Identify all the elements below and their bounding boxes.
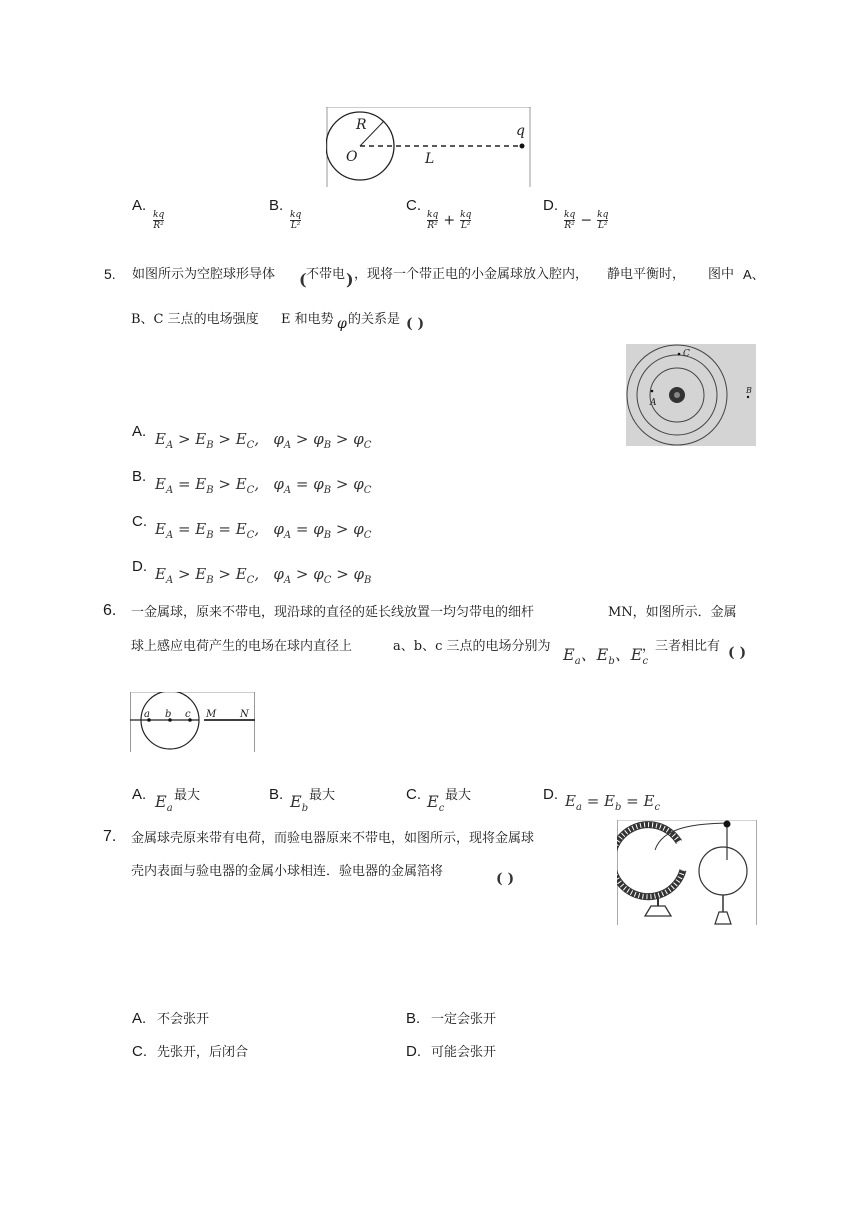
q6-option-b-symbol: $E_b$ — [290, 792, 309, 815]
q5-line2-a: B、C 三点的电场强度 — [131, 312, 259, 327]
q6-option-b-text: 最大 — [309, 788, 336, 803]
q4-option-d-letter[interactable]: D. — [543, 197, 558, 214]
q5-line1-b: 不带电 — [306, 267, 346, 282]
point-charge-dot — [520, 144, 525, 149]
q6-field-symbols: $E_a$、$E_b$、$E_c$ — [563, 645, 649, 668]
q5-line1-c: ，现将一个带正电的小金属球放入腔内， — [354, 267, 589, 282]
q6-option-c-symbol: $E_c$ — [427, 792, 445, 815]
q4-option-b-formula: $\frac{kq}{\text{L²}}$ — [290, 210, 302, 231]
q4-option-c-letter[interactable]: C. — [406, 197, 421, 214]
label-a: a — [144, 709, 150, 720]
q4-option-a-formula: $\frac{kq}{\text{R²}}$ — [153, 210, 165, 231]
q7-option-c-text: 先张开，后闭合 — [157, 1045, 249, 1060]
label-q: q — [516, 123, 525, 139]
q6-option-c-letter[interactable]: C. — [406, 786, 421, 803]
q5-paren-open: ( — [299, 270, 307, 289]
label-O: O — [346, 149, 358, 165]
label-A: A — [650, 398, 657, 408]
q5-option-a-formula: $E_A > E_B > E_C$, $\varphi_A > \varphi_B > \varphi_C$ — [155, 430, 372, 451]
q7-option-b-text: 一定会张开 — [431, 1012, 497, 1027]
q5-phi-symbol: φ — [337, 316, 347, 332]
q4-option-c-formula: $\frac{kq}{\text{R²}}$ + $\frac{kq}{\text{L²}}$ — [427, 210, 472, 231]
q7-option-b-letter[interactable]: B. — [406, 1010, 421, 1027]
q5-option-c-formula: $E_A = E_B = E_C$, $\varphi_A = \varphi_B > \varphi_C$ — [155, 520, 372, 541]
q6-figure — [130, 692, 255, 752]
electroscope-case — [699, 847, 747, 895]
q5-line2-c: 的关系是 — [348, 312, 401, 327]
point-A-dot — [651, 390, 654, 393]
q7-option-a-text: 不会张开 — [157, 1012, 210, 1027]
label-R: R — [356, 117, 367, 133]
label-c: c — [185, 709, 191, 720]
q7-option-a-letter[interactable]: A. — [132, 1010, 147, 1027]
electroscope-ball — [724, 821, 731, 828]
label-N: N — [240, 709, 249, 720]
q5-option-c-letter[interactable]: C. — [132, 513, 147, 530]
label-C: C — [683, 349, 690, 359]
label-L: L — [425, 151, 435, 167]
q5-line2-b: E 和电势 — [281, 312, 334, 327]
q6-answer-blank[interactable]: ( ) — [728, 645, 747, 661]
q6-option-a-symbol: $E_a$ — [155, 792, 173, 815]
q7-line2: 壳内表面与验电器的金属小球相连．验电器的金属箔将 — [131, 864, 444, 879]
q5-option-d-letter[interactable]: D. — [132, 558, 147, 575]
label-B: B — [746, 386, 752, 395]
q7-answer-blank[interactable]: ( ) — [496, 871, 515, 887]
q6-number: 6. — [103, 602, 117, 619]
q4-option-b-letter[interactable]: B. — [269, 197, 284, 214]
q5-line1-d: 静电平衡时， — [607, 267, 686, 282]
q7-option-c-letter[interactable]: C. — [132, 1043, 147, 1060]
q7-number: 7. — [103, 828, 117, 845]
q6-option-d-letter[interactable]: D. — [543, 786, 558, 803]
q4-option-d-formula: $\frac{kq}{\text{R²}}$ − $\frac{kq}{\text{L²}}$ — [564, 210, 609, 231]
q6-option-a-text: 最大 — [174, 788, 201, 803]
q7-option-d-text: 可能会张开 — [431, 1045, 497, 1060]
label-b: b — [165, 709, 172, 720]
q6-option-b-letter[interactable]: B. — [269, 786, 284, 803]
q5-number: 5. — [104, 266, 116, 282]
label-M: M — [206, 709, 217, 720]
q7-line1: 金属球壳原来带有电荷，而验电器原来不带电，如图所示，现将金属球 — [131, 831, 535, 846]
q5-line1-a: 如图所示为空腔球形导体 — [132, 267, 276, 282]
q7-option-d-letter[interactable]: D. — [406, 1043, 421, 1060]
q5-figure — [626, 344, 756, 446]
q5-paren-close: ) — [346, 270, 354, 289]
q5-line1-e: 图中 — [708, 267, 735, 282]
q5-option-d-formula: $E_A > E_B > E_C$, $\varphi_A > \varphi_C > \varphi_B$ — [155, 565, 372, 586]
q6-option-c-text: 最大 — [445, 788, 472, 803]
q4-figure — [326, 107, 531, 187]
electroscope-stand — [715, 912, 731, 924]
q6-line1-a: 一金属球，原来不带电，现沿球的直径的延长线放置一均匀带电的细杆 — [131, 605, 535, 620]
q5-line1-f: A、 — [743, 267, 765, 282]
q6-line1-b: MN，如图所示．金属 — [608, 605, 737, 620]
point-B-dot — [747, 396, 749, 398]
q6-line2-a: 球上感应电荷产生的电场在球内直径上 — [131, 639, 353, 654]
q5-answer-blank[interactable]: ( ) — [406, 316, 425, 332]
q6-line2-b: a、b、c 三点的电场分别为 — [393, 639, 551, 654]
q5-option-b-letter[interactable]: B. — [132, 468, 147, 485]
q6-line2-c: ，三者相比有 — [642, 639, 721, 654]
point-C-dot — [678, 353, 681, 356]
q5-option-b-formula: $E_A = E_B > E_C$, $\varphi_A = \varphi_B > \varphi_C$ — [155, 475, 372, 496]
q5-option-a-letter[interactable]: A. — [132, 423, 147, 440]
shell-stand — [645, 906, 671, 916]
q7-figure — [617, 820, 757, 925]
q6-option-d-formula: $E_a = E_b = E_c$ — [565, 792, 661, 813]
q6-option-a-letter[interactable]: A. — [132, 786, 147, 803]
q4-option-a-letter[interactable]: A. — [132, 197, 147, 214]
